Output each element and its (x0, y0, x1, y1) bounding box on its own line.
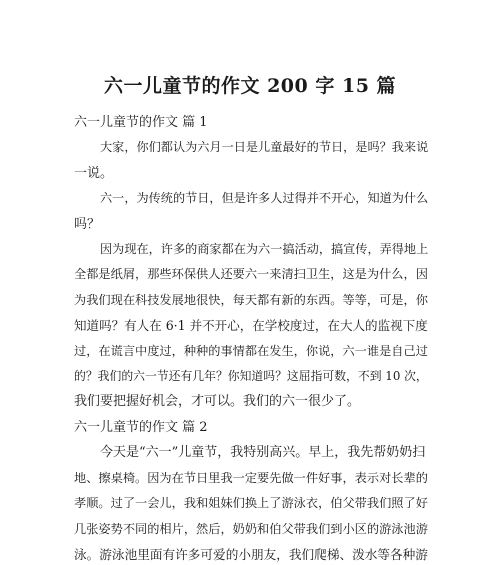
paragraph-line: 过，在谎言中度过，种种的事情都在发生，你说，六一谁是自己过 (74, 343, 428, 358)
paragraph-line: 因为现在，许多的商家都在为六一搞活动，搞宣传，弄得地上 (100, 242, 429, 257)
paragraph-line: 泳。游泳池里面有许多可爱的小朋友，我们爬梯、泼水等各种游 (74, 546, 428, 562)
paragraph-line: 为我们现在科技发展地很快，每天都有新的东西。等等，可是，你 (74, 292, 428, 307)
section-heading: 六一儿童节的作文 篇 2 (74, 419, 208, 435)
paragraph-line: 我们要把握好机会，才可以。我们的六一很少了。 (74, 394, 361, 410)
paragraph-line: 知道吗？有人在 6·1 并不开心，在学校度过，在大人的监视下度 (74, 318, 428, 334)
paragraph-line: 一说。 (74, 165, 114, 181)
paragraph-line: 几张姿势不同的相片，然后，奶奶和伯父带我们到小区的游泳池游 (74, 521, 428, 536)
paragraph-line: 今天是“六一”儿童节，我特别高兴。早上，我先帮奶奶扫 (100, 445, 426, 461)
document-body (74, 110, 430, 565)
paragraph-line: 地、擦桌椅。因为在节日里我一定要先做一件好事，表示对长辈的 (74, 470, 428, 485)
section-heading: 六一儿童节的作文 篇 1 (74, 115, 208, 130)
paragraph-line: 大家，你们都认为六月一日是儿童最好的节日，是吗？我来说 (100, 140, 429, 155)
paragraph-line: 全都是纸屑，那些环保供人还要六一来清扫卫生，这是为什么，因 (74, 267, 428, 282)
paragraph-line: 六一，为传统的节日，但是许多人过得并不开心，知道为什么 (100, 191, 429, 206)
paragraph-line: 孝顺。过了一会儿，我和姐妹们换上了游泳衣，伯父带我们照了好 (74, 496, 428, 511)
paragraph-line: 的？我们的六一节还有几年？你知道吗？这屈指可数，不到 10 次， (74, 369, 428, 384)
paragraph-line: 吗？ (74, 216, 101, 232)
document-title: 六一儿童节的作文 200 字 15 篇 (103, 75, 397, 97)
